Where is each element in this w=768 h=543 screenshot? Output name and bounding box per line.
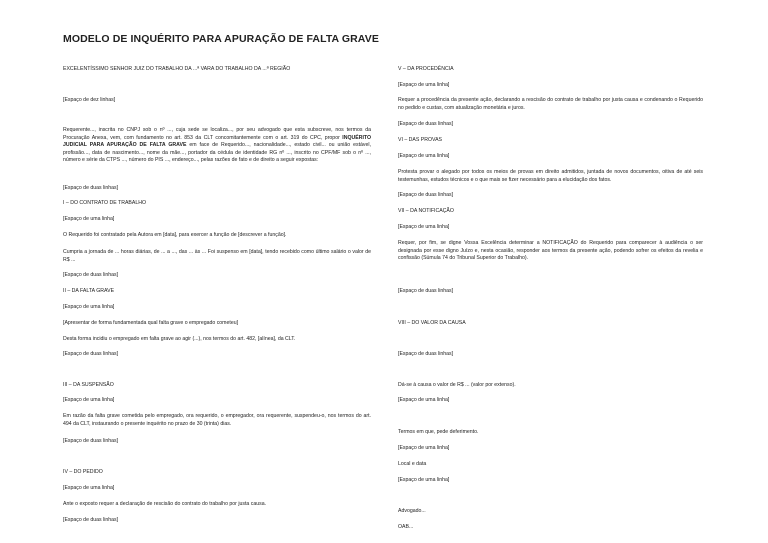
value-paragraph: Dá-se à causa o valor de R$ ... (valor por extenso). bbox=[398, 382, 516, 388]
spacing-note: [Espaço de duas linhas] bbox=[63, 351, 119, 357]
spacing-note: [Espaço de uma linha] bbox=[398, 153, 450, 159]
lawyer-signature: Advogado... bbox=[398, 508, 426, 514]
spacing-note: [Espaço de uma linha] bbox=[63, 304, 115, 310]
spacing-note: [Espaço de duas linhas] bbox=[63, 185, 119, 191]
petition-paragraph: Requerente..., inscrita no CNPJ sob o nº ..., cuja sede se localiza..., por seu advogado que esta subscreve, nos termos da Procuração Anexa, vem, com fundamento no art. 853 da CLT concomitantemente com o art. 319 do CPC, propor INQUÉRITO JUDICIAL PARA APURAÇÃO DE FALTA GRAVE em face de Requerido..., nacionalidade..., estado civil... ou união estável, profissão..., data de nascimento..., nome da mãe..., portador da cédula de identidade RG nº ..., inscrito no CPF/MF sob o nº ..., número e série da CTPS ..., número do PIS ..., endereço..., pelas razões de fato e de direito a seguir expostas: bbox=[63, 127, 372, 164]
procedence-paragraph: Requer a procedência da presente ação, declarando a rescisão do contrato de trabalho por justa causa e condenando o Requerido no pedido e custas, com atualização monetária e juros. bbox=[398, 97, 703, 111]
spacing-note: [Espaço de dez linhas] bbox=[63, 97, 116, 103]
document-title: MODELO DE INQUÉRITO PARA APURAÇÃO DE FALTA GRAVE bbox=[63, 33, 379, 45]
spacing-note: [Espaço de duas linhas] bbox=[398, 192, 454, 198]
spacing-note: [Espaço de uma linha] bbox=[398, 82, 450, 88]
spacing-note: [Espaço de uma linha] bbox=[398, 445, 450, 451]
fault-paragraph-2: Desta forma incidiu o empregado em falta grave ao agir (...), nos termos do art. 482, [alínea], da CLT. bbox=[63, 336, 296, 342]
section-heading-request: IV – DO PEDIDO bbox=[63, 469, 103, 475]
closing-line: Termos em que, pede deferimento. bbox=[398, 429, 479, 435]
section-heading-value: VIII – DO VALOR DA CAUSA bbox=[398, 320, 466, 326]
request-paragraph: Ante o exposto requer a declaração de rescisão do contrato do trabalho por justa causa. bbox=[63, 501, 267, 507]
spacing-note: [Espaço de uma linha] bbox=[398, 477, 450, 483]
section-heading-procedence: V – DA PROCEDÊNCIA bbox=[398, 66, 454, 72]
spacing-note: [Espaço de uma linha] bbox=[398, 397, 450, 403]
section-heading-suspension: III – DA SUSPENSÃO bbox=[63, 382, 114, 388]
spacing-note: [Espaço de uma linha] bbox=[63, 485, 115, 491]
spacing-note: [Espaço de duas linhas] bbox=[398, 121, 454, 127]
oab-number: OAB... bbox=[398, 524, 414, 530]
spacing-note: [Espaço de duas linhas] bbox=[63, 517, 119, 523]
suspension-paragraph: Em razão da falta grave cometida pelo empregado, ora requerido, o empregador, ora requerente, suspendeu-o, nos termos do art. 494 da CLT, instaurando o presente inquérito no prazo de 30 (trinta) dias. bbox=[63, 413, 371, 427]
place-date: Local e data bbox=[398, 461, 427, 467]
section-heading-evidence: VI – DAS PROVAS bbox=[398, 137, 443, 143]
spacing-note: [Espaço de uma linha] bbox=[398, 224, 450, 230]
contract-paragraph-2: Cumpria a jornada de ... horas diárias, de ... a ..., das ... às ... Foi suspenso em [data], tendo recebido como último salário o valor de R$ ... bbox=[63, 249, 371, 263]
spacing-note: [Espaço de duas linhas] bbox=[398, 351, 454, 357]
spacing-note: [Espaço de uma linha] bbox=[63, 397, 115, 403]
notification-paragraph: Requer, por fim, se digne Vossa Excelência determinar a NOTIFICAÇÃO do Requerido para comparecer à audiência o ser designada por esse digno Juízo e, nesta ocasião, responder aos termos da presente ação, podendo sofrer os efeitos da revelia e confissão (Súmula 74 do Tribunal Superior do Trabalho). bbox=[398, 240, 703, 262]
spacing-note: [Espaço de duas linhas] bbox=[63, 438, 119, 444]
section-heading-notification: VII – DA NOTIFICAÇÃO bbox=[398, 208, 454, 214]
addressee: EXCELENTÍSSIMO SENHOR JUIZ DO TRABALHO DA ...ª VARA DO TRABALHO DA ...ª REGIÃO bbox=[63, 66, 291, 72]
spacing-note: [Espaço de uma linha] bbox=[63, 216, 115, 222]
section-heading-fault: II – DA FALTA GRAVE bbox=[63, 288, 115, 294]
contract-paragraph-1: O Requerido foi contratado pela Autora em [data], para exercer a função de [descrever a função]. bbox=[63, 232, 287, 238]
spacing-note: [Espaço de duas linhas] bbox=[398, 288, 454, 294]
spacing-note: [Espaço de duas linhas] bbox=[63, 272, 119, 278]
section-heading-contract: I – DO CONTRATO DE TRABALHO bbox=[63, 200, 147, 206]
evidence-paragraph: Protesta provar o alegado por todos os meios de provas em direito admitidos, juntada de novos documentos, oitiva de até seis testemunhas, estudos técnicos e o que mais se fizer necessário para a elucidação dos fatos. bbox=[398, 169, 703, 183]
fault-paragraph-1: [Apresentar de forma fundamentada qual falta grave o empregado cometeu] bbox=[63, 320, 239, 326]
